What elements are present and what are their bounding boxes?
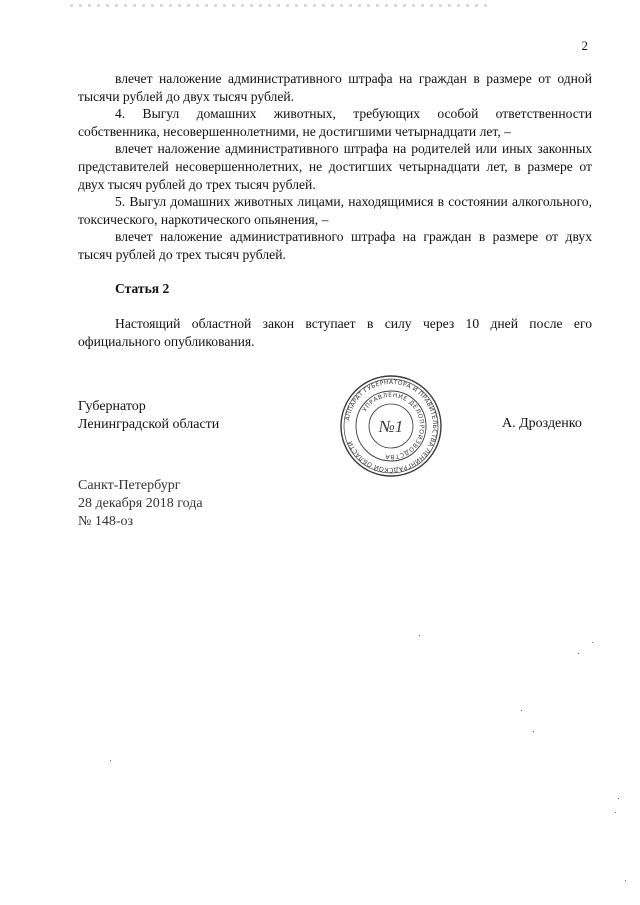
paragraph-penalty-4: влечет наложение административного штрафа на родителей или иных законных представителей несовершеннолетних, не достигших четырнадцати лет, в размере от двух тысяч рублей до трех тысяч рублей. [78, 141, 592, 192]
page-number: 2 [581, 38, 588, 53]
paragraph-item-5: 5. Выгул домашних животных лицами, находящимися в состоянии алкогольного, токсического, наркотического опьянения, – [78, 194, 592, 227]
article-title: Статья 2 [115, 280, 170, 296]
paragraph-penalty-1: влечет наложение административного штрафа на граждан в размере от одной тысячи рублей до двух тысяч рублей. [78, 71, 592, 104]
signatory-position-line1: Губернатор [78, 399, 146, 414]
signing-city: Санкт-Петербург [78, 478, 181, 493]
signatory-name: А. Дрозденко [502, 416, 582, 431]
law-number: № 148-оз [78, 514, 134, 529]
svg-text:№1: №1 [378, 417, 404, 436]
article-text: Настоящий областной закон вступает в силу через 10 дней после его официального опубликования. [78, 316, 592, 349]
paragraph-penalty-5: влечет наложение административного штрафа на граждан в размере от двух тысяч рублей до трех тысяч рублей. [78, 229, 592, 262]
svg-text:АППАРАТ ГУБЕРНАТОРА И ПРАВИТЕЛ: АППАРАТ ГУБЕРНАТОРА И ПРАВИТЕЛЬСТВА ЛЕНИНГРАДСКОЙ ОБЛАСТИ [344, 378, 439, 474]
signing-date: 28 декабря 2018 года [78, 496, 203, 511]
paragraph-item-4: 4. Выгул домашних животных, требующих особой ответственности собственника, несовершеннолетними, не достигшими четырнадцати лет, – [78, 106, 592, 139]
signatory-position-line2: Ленинградской области [78, 417, 220, 432]
svg-text:УПРАВЛЕНИЕ ДЕЛОПРОИЗВОДСТВА: УПРАВЛЕНИЕ ДЕЛОПРОИЗВОДСТВА [361, 391, 426, 461]
